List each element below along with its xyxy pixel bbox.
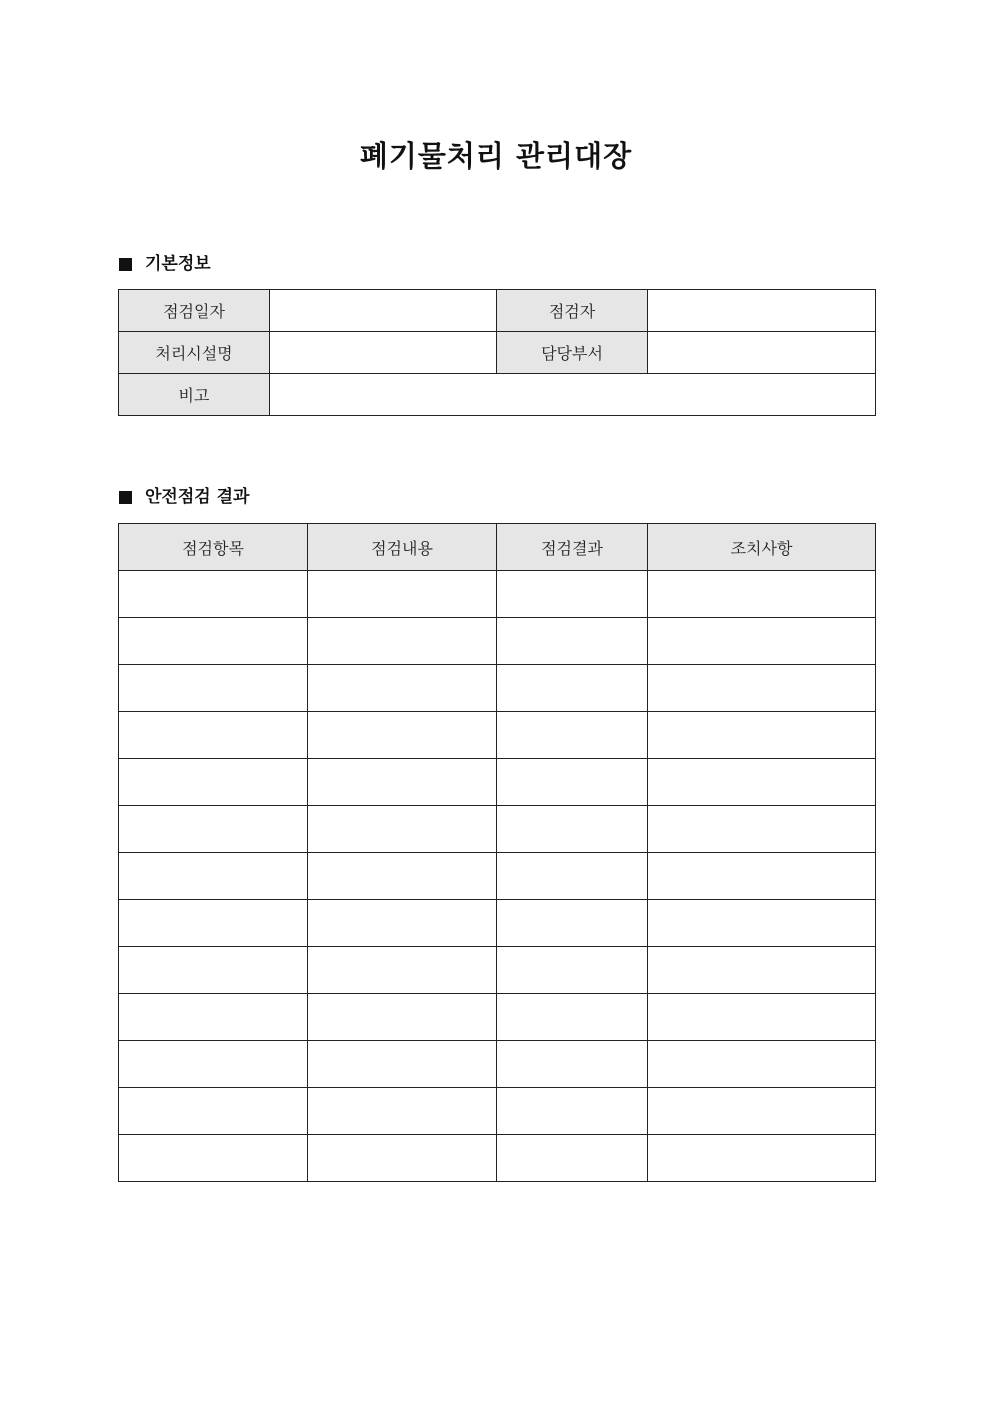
action-cell[interactable] [648, 853, 876, 900]
basic-info-row [119, 290, 876, 332]
inspection-heading [119, 485, 249, 509]
content-cell[interactable] [308, 1135, 497, 1182]
result-cell[interactable] [497, 712, 648, 759]
table-row [119, 806, 876, 853]
item-cell[interactable] [119, 665, 308, 712]
action-cell[interactable] [648, 1041, 876, 1088]
item-cell[interactable] [119, 853, 308, 900]
action-cell[interactable] [648, 571, 876, 618]
content-cell[interactable] [308, 571, 497, 618]
department-field[interactable] [648, 332, 876, 374]
column-header-action: 조치사항 [648, 524, 876, 571]
item-cell[interactable] [119, 1135, 308, 1182]
action-cell[interactable] [648, 1088, 876, 1135]
item-cell[interactable] [119, 571, 308, 618]
column-header-item: 점검항목 [119, 524, 308, 571]
content-cell[interactable] [308, 947, 497, 994]
content-cell[interactable] [308, 994, 497, 1041]
result-cell[interactable] [497, 618, 648, 665]
table-header-row [119, 524, 876, 571]
action-cell[interactable] [648, 900, 876, 947]
result-cell[interactable] [497, 994, 648, 1041]
action-cell[interactable] [648, 1135, 876, 1182]
result-cell[interactable] [497, 806, 648, 853]
item-cell[interactable] [119, 994, 308, 1041]
department-label: 담당부서 [497, 332, 648, 374]
inspection-date-label: 점검일자 [119, 290, 270, 332]
result-cell[interactable] [497, 1135, 648, 1182]
item-cell[interactable] [119, 1088, 308, 1135]
item-cell[interactable] [119, 712, 308, 759]
remarks-field[interactable] [270, 374, 876, 416]
action-cell[interactable] [648, 665, 876, 712]
result-cell[interactable] [497, 947, 648, 994]
remarks-label: 비고 [119, 374, 270, 416]
inspection-date-field[interactable] [270, 290, 497, 332]
table-row [119, 1135, 876, 1182]
item-cell[interactable] [119, 806, 308, 853]
action-cell[interactable] [648, 712, 876, 759]
content-cell[interactable] [308, 712, 497, 759]
result-cell[interactable] [497, 900, 648, 947]
action-cell[interactable] [648, 759, 876, 806]
item-cell[interactable] [119, 1041, 308, 1088]
inspector-field[interactable] [648, 290, 876, 332]
inspector-label: 점검자 [497, 290, 648, 332]
table-row [119, 571, 876, 618]
basic-info-heading-label: 기본정보 [145, 254, 211, 274]
inspection-result-table [118, 523, 876, 1182]
table-row [119, 994, 876, 1041]
column-header-result: 점검결과 [497, 524, 648, 571]
action-cell[interactable] [648, 806, 876, 853]
result-cell[interactable] [497, 759, 648, 806]
content-cell[interactable] [308, 1088, 497, 1135]
item-cell[interactable] [119, 900, 308, 947]
table-row [119, 618, 876, 665]
square-bullet-icon [119, 491, 132, 504]
action-cell[interactable] [648, 994, 876, 1041]
facility-name-field[interactable] [270, 332, 497, 374]
result-cell[interactable] [497, 853, 648, 900]
page-title: 폐기물처리 관리대장 [359, 139, 633, 173]
inspection-heading-label: 안전점검 결과 [145, 487, 250, 507]
basic-info-row [119, 332, 876, 374]
square-bullet-icon [119, 258, 132, 271]
table-row [119, 947, 876, 994]
item-cell[interactable] [119, 759, 308, 806]
table-row [119, 665, 876, 712]
item-cell[interactable] [119, 947, 308, 994]
inspection-table-body [119, 571, 876, 1182]
content-cell[interactable] [308, 618, 497, 665]
basic-info-table [118, 289, 876, 416]
result-cell[interactable] [497, 665, 648, 712]
table-row [119, 900, 876, 947]
content-cell[interactable] [308, 806, 497, 853]
item-cell[interactable] [119, 618, 308, 665]
basic-info-heading [119, 252, 211, 276]
content-cell[interactable] [308, 1041, 497, 1088]
content-cell[interactable] [308, 759, 497, 806]
column-header-content: 점검내용 [308, 524, 497, 571]
basic-info-row [119, 374, 876, 416]
content-cell[interactable] [308, 665, 497, 712]
table-row [119, 853, 876, 900]
table-row [119, 1041, 876, 1088]
content-cell[interactable] [308, 853, 497, 900]
table-row [119, 1088, 876, 1135]
content-cell[interactable] [308, 900, 497, 947]
result-cell[interactable] [497, 571, 648, 618]
table-row [119, 712, 876, 759]
table-row [119, 759, 876, 806]
result-cell[interactable] [497, 1041, 648, 1088]
result-cell[interactable] [497, 1088, 648, 1135]
action-cell[interactable] [648, 618, 876, 665]
action-cell[interactable] [648, 947, 876, 994]
facility-name-label: 처리시설명 [119, 332, 270, 374]
